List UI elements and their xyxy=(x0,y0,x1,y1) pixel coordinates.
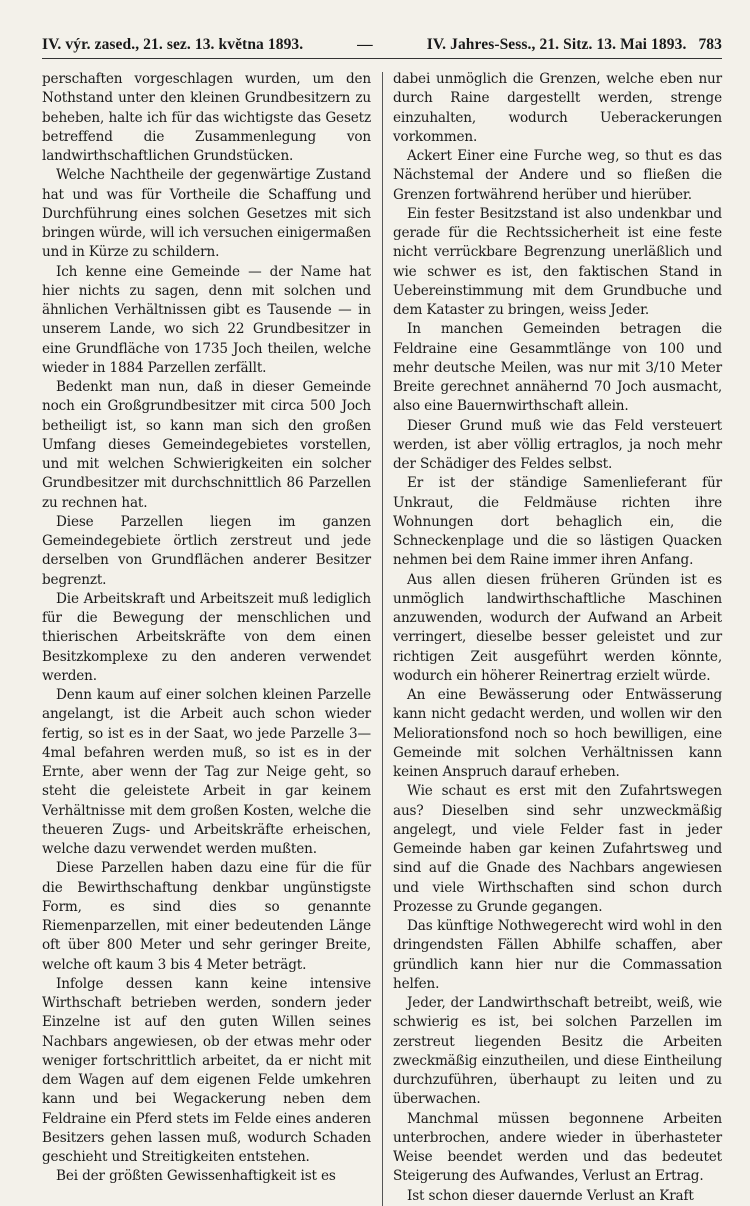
header-czech: IV. výr. zased., 21. sez. 13. května 1893. xyxy=(42,36,304,53)
paragraph: Ein fester Besitzstand ist also undenkbar und gerade für die Rechtssicherheit ist eine feste nicht verrückbare Begrenzung unerläßlich und wie schwer es ist, den faktischen Stand in Uebereinstimmung mit dem Grundbuche und dem Kataster zu bringen, weiss Jeder. xyxy=(393,205,722,318)
paragraph: Das künftige Nothwegerecht wird wohl in den dringendsten Fällen Abhilfe schaffen, aber gründlich kann hier nur die Commassation helfen. xyxy=(393,918,722,992)
paragraph: perschaften vorgeschlagen wurden, um den Nothstand unter den kleinen Grundbesitzern zu beheben, halte ich für das wichtigste das Gesetz betreffend die Zusammenlegung von landwirthschaftlichen Grundstücken. xyxy=(42,71,371,164)
header-german: IV. Jahres-Sess., 21. Sitz. 13. Mai 1893. xyxy=(426,36,687,53)
paragraph: Ich kenne eine Gemeinde — der Name hat hier nichts zu sagen, denn mit solchen und ähnlichen Verhältnissen gibt es Tausende — in unserem Lande, wo sich 22 Grundbesitzer in eine Grundfläche von 1735 Joch theilen, welche wieder in 1884 Parzellen zerfällt. xyxy=(42,263,371,376)
left-column xyxy=(42,70,371,1206)
paragraph: Wie schaut es erst mit den Zufahrtswegen aus? Dieselben sind sehr unzweckmäßig angelegt, und viele Felder fast in jeder Gemeinde haben gar keinen Zufahrtsweg und sind auf die Gnade des Nachbars angewiesen und viele Wirthschaften sind schon durch Prozesse zu Grunde gegangen. xyxy=(393,783,722,915)
text-columns xyxy=(42,70,722,1206)
paragraph: Infolge dessen kann keine intensive Wirthschaft betrieben werden, sondern jeder Einzelne ist auf den guten Willen seines Nachbars angewiesen, ob der etwas mehr oder weniger fortschrittlich arbeitet, da er nicht mit dem Wagen auf dem eigenen Felde umkehren kann und bei Wegackerung neben dem Feldraine ein Pferd stets im Felde eines anderen Besitzers gehen lassen muß, wodurch Schaden geschieht und Streitigkeiten entstehen. xyxy=(42,975,371,1165)
paragraph: Bei der größten Gewissenhaftigkeit ist es xyxy=(56,1168,336,1185)
page-number: 783 xyxy=(698,36,722,53)
header-rule xyxy=(42,58,722,59)
paragraph: Er ist der ständige Samenlieferant für Unkraut, die Feldmäuse richten ihre Wohnungen dort behaglich ein, die Schneckenplage und die so lästigen Quacken nehmen bei dem Raine immer ihren Anfang. xyxy=(393,475,722,569)
paragraph: An eine Bewässerung oder Entwässerung kann nicht gedacht werden, und wollen wir den Meliorationsfond noch so hoch bewilligen, eine Gemeinde mit solchen Verhältnissen kann keinen Anspruch darauf erheben. xyxy=(393,687,722,780)
paragraph: Manchmal müssen begonnene Arbeiten unterbrochen, andere wieder in überhasteter Weise beendet werden und das bedeutet Steigerung des Aufwandes, Verlust an Ertrag. xyxy=(393,1110,722,1185)
paragraph: Ackert Einer eine Furche weg, so thut es das Nächstemal der Andere und so fließen die Grenzen fortwährend herüber und hierüber. xyxy=(393,148,722,203)
paragraph: Bedenkt man nun, daß in dieser Gemeinde noch ein Großgrundbesitzer mit circa 500 Joch betheiligt ist, so kann man sich den großen Umfang dieses Gemeindegebietes vorstellen, und mit welchen Schwierigkeiten ein solcher Grundbesitzer mit durchschnittlich 86 Parzellen zu rechnen hat. xyxy=(42,379,371,511)
paragraph: Ist schon dieser dauernde Verlust an Kraft xyxy=(407,1187,694,1204)
paragraph: Jeder, der Landwirthschaft betreibt, weiß, wie schwierig es ist, bei solchen Parzellen im zerstreut liegenden Besitz die Arbeiten zweckmäßig einzutheilen, und diese Eintheilung durchzuführen, überhaupt zu leiten und zu überwachen. xyxy=(393,995,722,1108)
paragraph: Diese Parzellen liegen im ganzen Gemeindegebiete örtlich zerstreut und jede derselben von Grundflächen anderer Besitzer begrenzt. xyxy=(42,513,371,588)
paragraph: Aus allen diesen früheren Gründen ist es unmöglich landwirthschaftliche Maschinen anzuwenden, wodurch der Aufwand an Arbeit verringert, dieselbe besser geleistet und zur richtigen Zeit ausgeführt werden könnte, wodurch ein höherer Reinertrag erzielt würde. xyxy=(393,571,722,684)
paragraph: Denn kaum auf einer solchen kleinen Parzelle angelangt, ist die Arbeit auch schon wieder fertig, so ist es in der Saat, wo jede Parzelle 3—4mal befahren werden muß, so ist es in der Ernte, aber wenn der Tag zur Neige geht, so steht die geleistete Arbeit in gar keinem Verhältnisse mit dem großen Kosten, welche die theueren Zugs- und Arbeitskräfte erheischen, welche dazu verwendet werden mußten. xyxy=(42,687,371,857)
paragraph: Die Arbeitskraft und Arbeitszeit muß lediglich für die Bewegung der menschlichen und thierischen Arbeitskräfte von dem einen Besitzkomplexe zu den anderen verwendet werden. xyxy=(42,590,371,684)
paragraph: In manchen Gemeinden betragen die Feldraine eine Gesammtlänge von 100 und mehr deutsche Meilen, was nur mit 3/10 Meter Breite gerechnet annähernd 70 Joch ausmacht, also eine Bauernwirthschaft allein. xyxy=(393,321,722,415)
right-column xyxy=(393,70,722,1206)
paragraph: Welche Nachtheile der gegenwärtige Zustand hat und was für Vortheile die Schaffung und Durchführung eines solchen Gesetzes mit sich bringen würde, will ich versuchen einigermaßen und in Kürze zu schildern. xyxy=(42,167,371,261)
paragraph: dabei unmöglich die Grenzen, welche eben nur durch Raine dargestellt werden, strenge einzuhalten, wodurch Ueberackerungen vorkommen. xyxy=(393,71,722,145)
header-separator: — xyxy=(357,36,373,53)
page-header xyxy=(42,36,722,58)
paragraph: Dieser Grund muß wie das Feld versteuert werden, ist aber völlig ertraglos, ja noch mehr der Schädiger des Feldes selbst. xyxy=(393,417,722,472)
paragraph: Diese Parzellen haben dazu eine für die für die Bewirthschaftung denkbar ungünstigste Form, es sind dies so genannte Riemenparzellen, mit einer bedeutenden Länge oft über 800 Meter und sehr geringer Breite, welche oft kaum 3 bis 4 Meter beträgt. xyxy=(42,860,371,973)
